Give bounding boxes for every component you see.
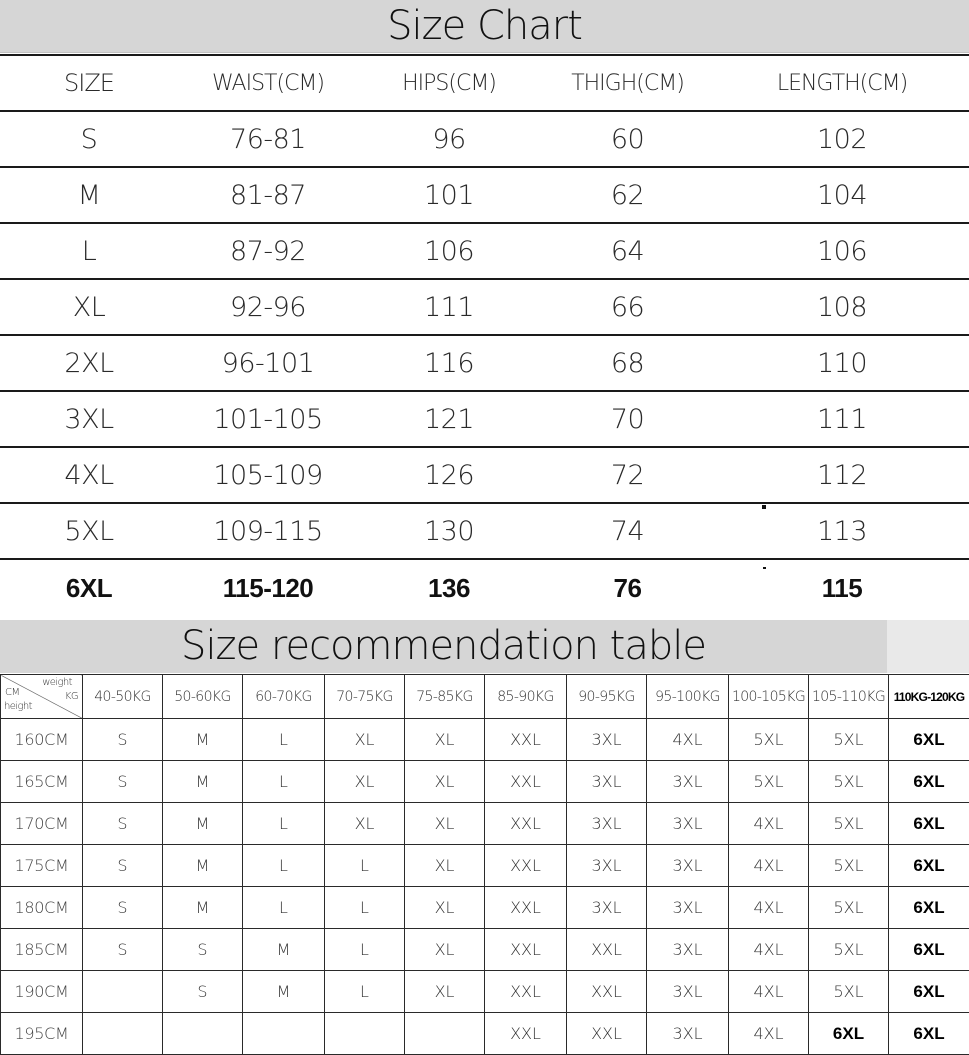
- waist-cell: 109-115: [178, 516, 358, 547]
- size-cell: 6XL: [889, 1013, 969, 1055]
- size-cell: 5XL: [809, 803, 889, 845]
- size-cell: XL: [405, 971, 485, 1013]
- height-label: 195CM: [1, 1013, 83, 1055]
- size-cell: XXL: [567, 929, 647, 971]
- length-cell: 110: [715, 348, 969, 379]
- length-cell: 112: [715, 460, 969, 491]
- size-cell: 3XL: [647, 845, 729, 887]
- size-row: [0, 112, 969, 168]
- recommendation-header-row: [1, 675, 969, 719]
- size-cell: XXL: [567, 971, 647, 1013]
- header-waist: WAIST(CM): [178, 71, 358, 96]
- size-cell: [83, 971, 163, 1013]
- height-row: [1, 761, 969, 803]
- waist-cell: 81-87: [178, 180, 358, 211]
- size-cell: 5XL: [809, 761, 889, 803]
- size-cell: S: [83, 845, 163, 887]
- size-cell: 5XL: [809, 929, 889, 971]
- weight-header: 90-95KG: [567, 675, 647, 719]
- size-cell: 3XL: [647, 971, 729, 1013]
- size-cell: L: [325, 971, 405, 1013]
- size-cell: 4XL: [729, 845, 809, 887]
- length-cell: 113: [715, 516, 969, 547]
- waist-cell: 105-109: [178, 460, 358, 491]
- size-cell: 3XL: [647, 887, 729, 929]
- corner-weight-label: weight: [42, 677, 72, 688]
- thigh-cell: 68: [540, 348, 715, 379]
- size-cell: [163, 1013, 243, 1055]
- height-label: 175CM: [1, 845, 83, 887]
- thigh-cell: 60: [540, 124, 715, 155]
- size-cell: XXL: [485, 971, 567, 1013]
- size-cell: L: [325, 887, 405, 929]
- corner-cell: [1, 675, 83, 719]
- corner-height-label: height: [4, 701, 32, 712]
- size-cell: L: [243, 845, 325, 887]
- hips-cell: 121: [358, 404, 540, 435]
- recommendation-table: [0, 674, 969, 1055]
- corner-kg-label: KG: [65, 691, 78, 702]
- size-cell: S: [83, 761, 163, 803]
- size-cell: [243, 1013, 325, 1055]
- size-cell: XL: [325, 803, 405, 845]
- weight-header: 50-60KG: [163, 675, 243, 719]
- size-row: [0, 224, 969, 280]
- header-thigh: THIGH(CM): [540, 71, 715, 96]
- size-cell: XL: [405, 887, 485, 929]
- corner-cm-label: CM: [5, 687, 19, 698]
- size-chart-header-row: [0, 56, 969, 112]
- size-cell: 6XL: [889, 803, 969, 845]
- size-cell: 4XL: [729, 1013, 809, 1055]
- size-cell: XXL: [485, 845, 567, 887]
- size-cell: 3XL: [567, 887, 647, 929]
- size-cell: XXL: [485, 803, 567, 845]
- size-row: [0, 168, 969, 224]
- height-row: [1, 803, 969, 845]
- hips-cell: 106: [358, 236, 540, 267]
- size-cell: XXL: [567, 1013, 647, 1055]
- size-cell: [405, 1013, 485, 1055]
- size-cell: L: [243, 761, 325, 803]
- size-cell: 6XL: [889, 761, 969, 803]
- hips-cell: 96: [358, 124, 540, 155]
- weight-header: 60-70KG: [243, 675, 325, 719]
- size-cell: 3XL: [647, 929, 729, 971]
- height-row: [1, 1013, 969, 1055]
- thigh-cell: 74: [540, 516, 715, 547]
- size-cell: 6XL: [889, 929, 969, 971]
- size-cell: XXL: [485, 1013, 567, 1055]
- size-cell: S: [163, 929, 243, 971]
- height-row: [1, 971, 969, 1013]
- size-cell: XL: [405, 803, 485, 845]
- size-row: [0, 280, 969, 336]
- waist-cell: 101-105: [178, 404, 358, 435]
- size-cell: XL: [405, 761, 485, 803]
- weight-header: 100-105KG: [729, 675, 809, 719]
- hips-cell: 136: [358, 573, 540, 604]
- header-length: LENGTH(CM): [715, 71, 969, 96]
- weight-header: 70-75KG: [325, 675, 405, 719]
- size-cell: 4XL: [729, 929, 809, 971]
- size-cell: 5XL: [729, 761, 809, 803]
- size-cell: M: [0, 180, 178, 211]
- length-cell: 108: [715, 292, 969, 323]
- size-cell: M: [163, 845, 243, 887]
- size-cell: L: [325, 929, 405, 971]
- length-cell: 111: [715, 404, 969, 435]
- thigh-cell: 76: [540, 573, 715, 604]
- size-cell: S: [83, 929, 163, 971]
- height-label: 170CM: [1, 803, 83, 845]
- size-cell: L: [0, 236, 178, 267]
- size-cell: 3XL: [567, 803, 647, 845]
- height-label: 165CM: [1, 761, 83, 803]
- size-cell: L: [325, 845, 405, 887]
- length-cell: 102: [715, 124, 969, 155]
- size-cell: XXL: [485, 761, 567, 803]
- hips-cell: 116: [358, 348, 540, 379]
- size-cell: XL: [405, 845, 485, 887]
- size-cell: S: [83, 719, 163, 761]
- size-cell: 3XL: [567, 719, 647, 761]
- size-cell: 3XL: [0, 404, 178, 435]
- height-label: 180CM: [1, 887, 83, 929]
- length-cell: 106: [715, 236, 969, 267]
- size-cell: S: [83, 803, 163, 845]
- weight-header: 95-100KG: [647, 675, 729, 719]
- size-cell: 6XL: [809, 1013, 889, 1055]
- size-row: [0, 560, 969, 616]
- weight-header: 105-110KG: [809, 675, 889, 719]
- title-filler: [887, 620, 969, 673]
- size-cell: [83, 1013, 163, 1055]
- size-cell: XXL: [485, 887, 567, 929]
- size-cell: 2XL: [0, 348, 178, 379]
- size-cell: 4XL: [729, 887, 809, 929]
- size-cell: 5XL: [809, 845, 889, 887]
- height-row: [1, 845, 969, 887]
- size-cell: M: [163, 887, 243, 929]
- height-row: [1, 719, 969, 761]
- size-cell: XXL: [485, 719, 567, 761]
- size-cell: 5XL: [0, 516, 178, 547]
- thigh-cell: 72: [540, 460, 715, 491]
- size-cell: S: [0, 124, 178, 155]
- thigh-cell: 62: [540, 180, 715, 211]
- size-cell: L: [243, 887, 325, 929]
- size-row: [0, 336, 969, 392]
- size-row: [0, 392, 969, 448]
- size-cell: 6XL: [889, 887, 969, 929]
- waist-cell: 96-101: [178, 348, 358, 379]
- decorative-speck: [763, 567, 766, 569]
- size-cell: 6XL: [0, 573, 178, 604]
- height-row: [1, 929, 969, 971]
- waist-cell: 76-81: [178, 124, 358, 155]
- size-cell: 5XL: [729, 719, 809, 761]
- size-chart-title: Size Chart: [0, 0, 969, 53]
- size-cell: 3XL: [647, 803, 729, 845]
- size-cell: 3XL: [567, 845, 647, 887]
- recommendation-title: Size recommendation table: [0, 620, 887, 673]
- size-cell: 6XL: [889, 845, 969, 887]
- size-cell: S: [83, 887, 163, 929]
- size-cell: XXL: [485, 929, 567, 971]
- length-cell: 115: [715, 573, 969, 604]
- size-cell: M: [163, 719, 243, 761]
- length-cell: 104: [715, 180, 969, 211]
- size-cell: 6XL: [889, 971, 969, 1013]
- size-cell: XL: [0, 292, 178, 323]
- weight-header: 75-85KG: [405, 675, 485, 719]
- size-cell: XL: [405, 719, 485, 761]
- size-cell: 3XL: [567, 761, 647, 803]
- height-label: 190CM: [1, 971, 83, 1013]
- hips-cell: 111: [358, 292, 540, 323]
- hips-cell: 101: [358, 180, 540, 211]
- size-cell: XL: [325, 761, 405, 803]
- thigh-cell: 70: [540, 404, 715, 435]
- thigh-cell: 66: [540, 292, 715, 323]
- size-cell: L: [243, 803, 325, 845]
- size-cell: M: [163, 761, 243, 803]
- size-cell: 4XL: [729, 803, 809, 845]
- weight-header: 40-50KG: [83, 675, 163, 719]
- size-cell: XL: [325, 719, 405, 761]
- size-cell: M: [163, 803, 243, 845]
- decorative-speck: [762, 505, 766, 509]
- size-chart-table: [0, 54, 969, 620]
- hips-cell: 130: [358, 516, 540, 547]
- height-label: 160CM: [1, 719, 83, 761]
- size-cell: M: [243, 971, 325, 1013]
- size-cell: 5XL: [809, 719, 889, 761]
- size-cell: 4XL: [729, 971, 809, 1013]
- hips-cell: 126: [358, 460, 540, 491]
- size-cell: [325, 1013, 405, 1055]
- size-row: [0, 448, 969, 504]
- size-cell: S: [163, 971, 243, 1013]
- size-cell: 3XL: [647, 1013, 729, 1055]
- weight-header: 110KG-120KG: [889, 675, 969, 719]
- size-cell: L: [243, 719, 325, 761]
- size-cell: 5XL: [809, 971, 889, 1013]
- header-hips: HIPS(CM): [358, 71, 540, 96]
- header-size: SIZE: [0, 69, 178, 97]
- thigh-cell: 64: [540, 236, 715, 267]
- size-row: [0, 504, 969, 560]
- waist-cell: 115-120: [178, 573, 358, 604]
- size-cell: 5XL: [809, 887, 889, 929]
- size-cell: 4XL: [0, 460, 178, 491]
- size-cell: M: [243, 929, 325, 971]
- size-cell: XL: [405, 929, 485, 971]
- size-cell: 3XL: [647, 761, 729, 803]
- height-row: [1, 887, 969, 929]
- size-cell: 4XL: [647, 719, 729, 761]
- size-cell: 6XL: [889, 719, 969, 761]
- waist-cell: 87-92: [178, 236, 358, 267]
- waist-cell: 92-96: [178, 292, 358, 323]
- height-label: 185CM: [1, 929, 83, 971]
- weight-header: 85-90KG: [485, 675, 567, 719]
